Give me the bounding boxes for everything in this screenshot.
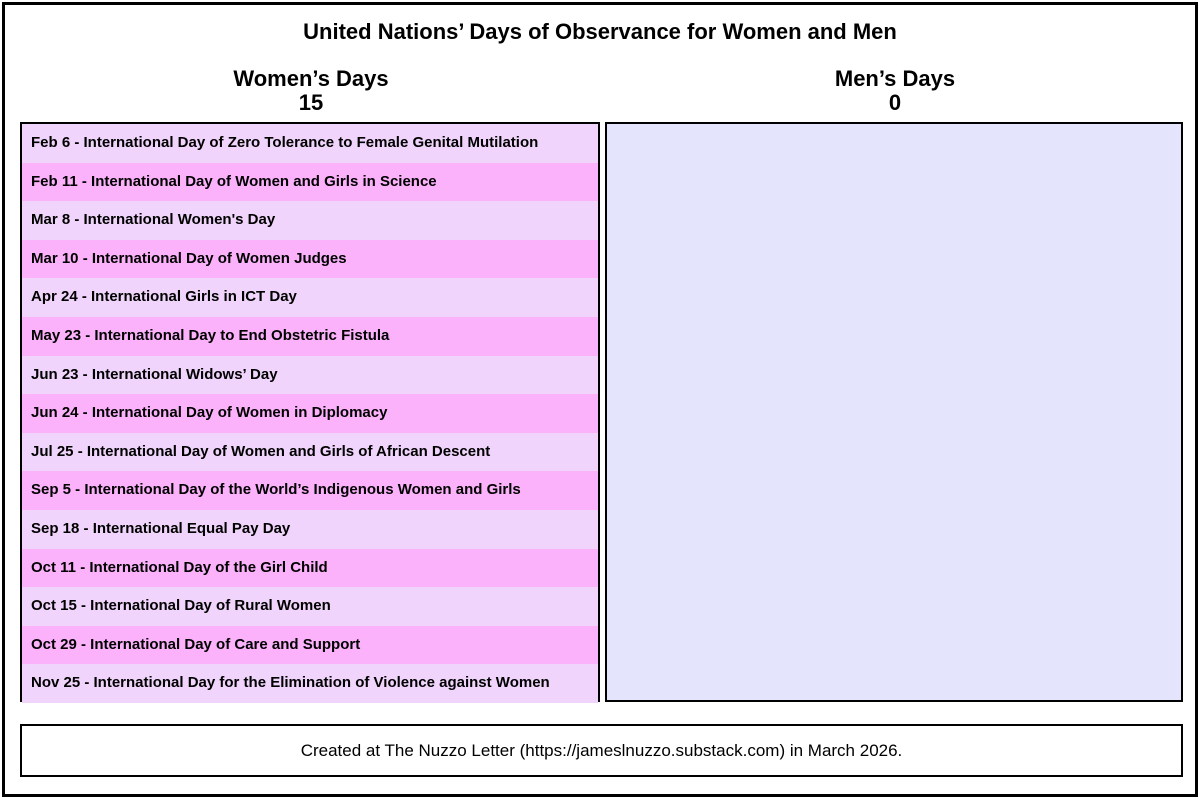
list-item: Mar 10 - International Day of Women Judges [22,240,598,279]
page-title: United Nations’ Days of Observance for Women and Men [303,19,897,44]
womens-days-heading: Women’s Days [233,66,389,91]
womens-days-header [21,67,601,115]
list-item: Sep 5 - International Day of the World’s Indigenous Women and Girls [22,471,598,510]
list-item: Jun 24 - International Day of Women in Diplomacy [22,394,598,433]
womens-days-list [20,122,600,702]
footer-text: Created at The Nuzzo Letter (https://jameslnuzzo.substack.com) in March 2026. [300,741,903,760]
list-item: Oct 29 - International Day of Care and Support [22,626,598,665]
list-item: Mar 8 - International Women's Day [22,201,598,240]
womens-days-count: 15 [298,90,324,115]
mens-days-header [606,67,1184,115]
list-item: Jun 23 - International Widows’ Day [22,356,598,395]
list-item: Sep 18 - International Equal Pay Day [22,510,598,549]
mens-days-heading: Men’s Days [834,66,956,91]
list-item: Feb 6 - International Day of Zero Tolerance to Female Genital Mutilation [22,124,598,163]
poster-frame [2,2,1198,797]
list-item: Oct 15 - International Day of Rural Women [22,587,598,626]
list-item: Jul 25 - International Day of Women and Girls of African Descent [22,433,598,472]
list-item: May 23 - International Day to End Obstetric Fistula [22,317,598,356]
footer-credit [20,724,1183,777]
mens-days-list [605,122,1183,702]
list-item: Oct 11 - International Day of the Girl Child [22,549,598,588]
list-item: Apr 24 - International Girls in ICT Day [22,278,598,317]
list-item: Nov 25 - International Day for the Elimination of Violence against Women [22,664,598,703]
list-item: Feb 11 - International Day of Women and Girls in Science [22,163,598,202]
mens-days-count: 0 [888,90,902,115]
